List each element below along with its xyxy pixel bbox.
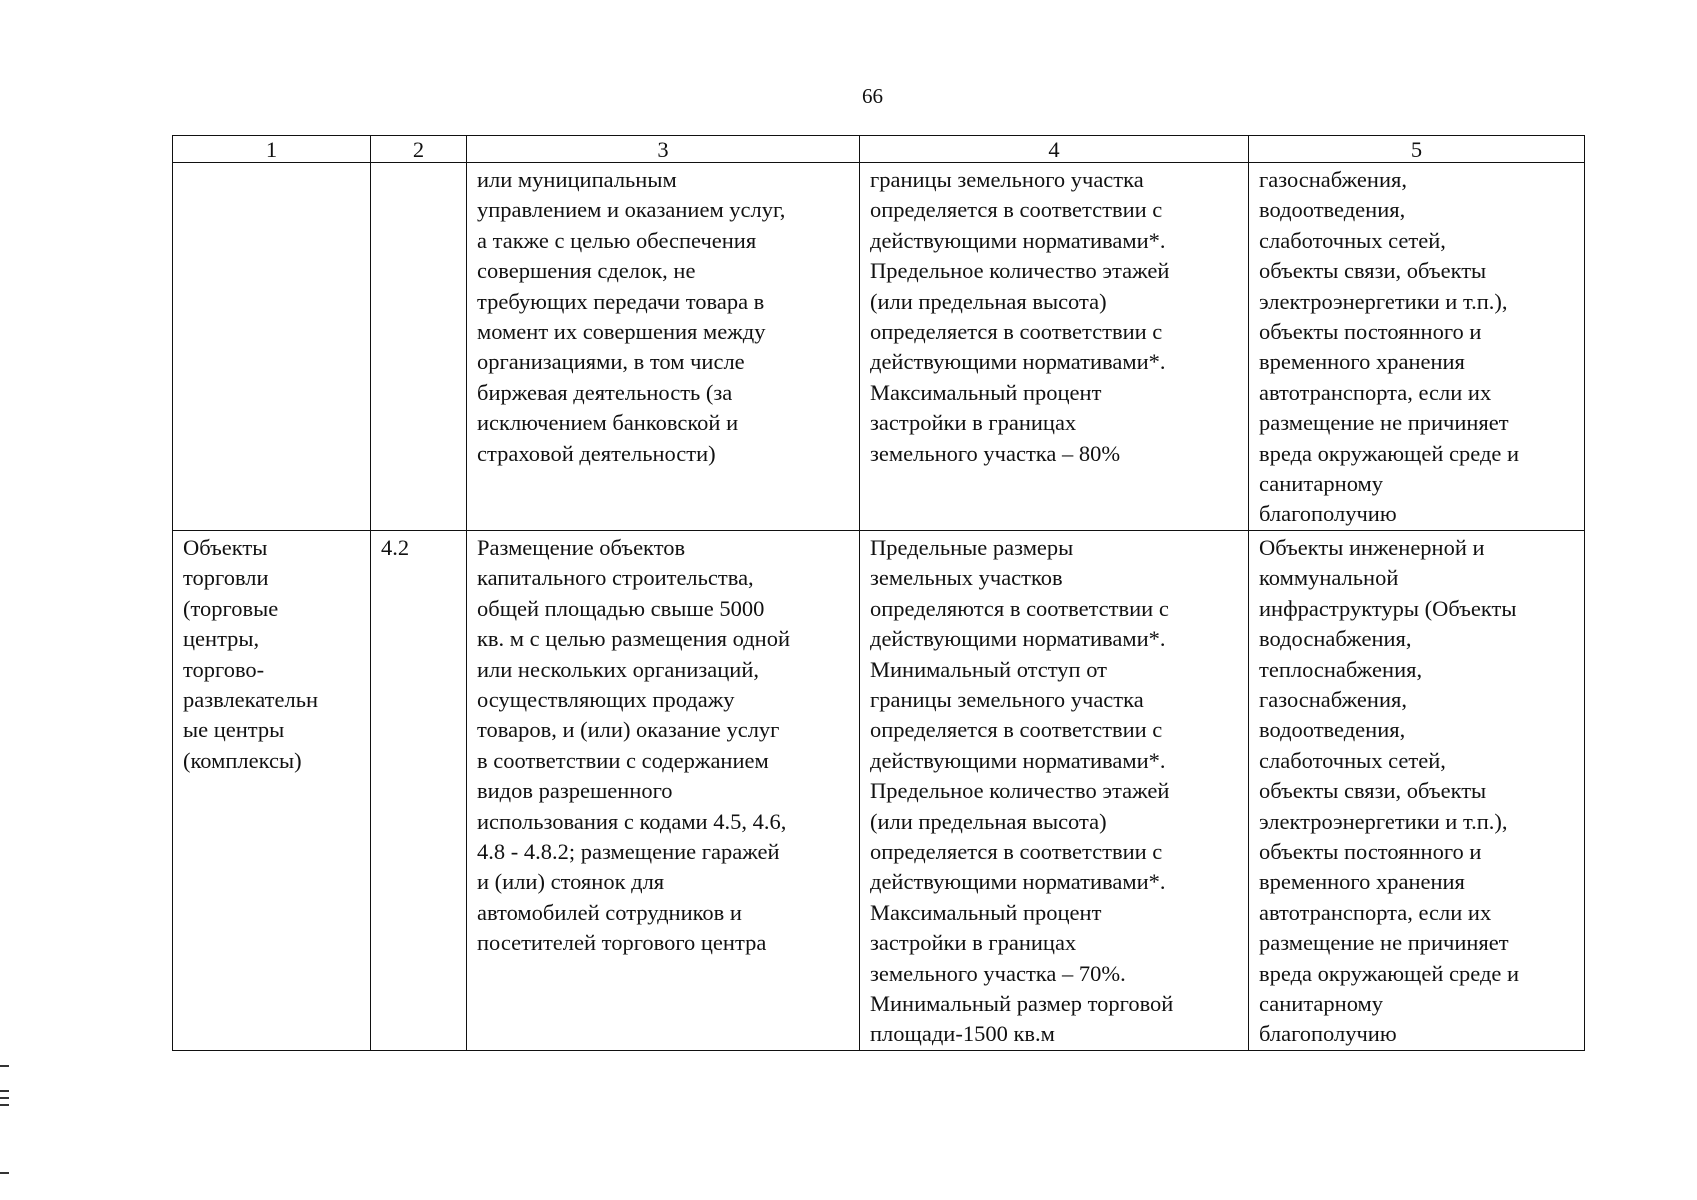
cell-text-line: газоснабжения,: [1259, 167, 1407, 192]
cell-text-line: санитарному: [1259, 471, 1384, 497]
cell-text-line: действующими нормативами*.: [870, 349, 1166, 375]
cell-text-line: границы земельного участка: [870, 167, 1144, 192]
cell-text-line: торговли: [183, 565, 269, 591]
cell-text-line: управлением и оказанием услуг,: [477, 197, 786, 223]
cell-text-line: в соответствии с содержанием: [477, 747, 769, 773]
cell-text-line: земельных участков: [870, 565, 1063, 591]
margin-tick-mark: [0, 1172, 9, 1174]
cell-text-line: определяется в соответствии с: [870, 717, 1163, 743]
cell-text-line: Предельное количество этажей: [870, 778, 1170, 804]
cell-text-line: благополучию: [1259, 501, 1397, 527]
cell-text-line: санитарному: [1259, 990, 1384, 1016]
page-number: 66: [862, 84, 883, 108]
cell-text-line: момент их совершения между: [477, 319, 766, 345]
cell-text-line: водоотведения,: [1259, 717, 1406, 743]
cell-text-line: границы земельного участка: [870, 686, 1144, 712]
cell-text-line: Минимальный отступ от: [870, 656, 1107, 682]
cell-text-line: водоснабжения,: [1259, 626, 1412, 652]
cell-text-line: действующими нормативами*.: [870, 747, 1166, 773]
header-col-4: 4: [860, 136, 1249, 163]
cell-text-line: (или предельная высота): [870, 808, 1107, 834]
row-2-code: [371, 530, 467, 1050]
cell-text-line: центры,: [183, 626, 260, 652]
land-use-table-container: [172, 135, 1584, 1051]
cell-text-line: объекты постоянного и: [1259, 838, 1482, 864]
cell-text-line: слаботочных сетей,: [1259, 747, 1446, 773]
cell-text-line: электроэнергетики и т.п.),: [1259, 808, 1508, 834]
cell-text-line: автотранспорта, если их: [1259, 379, 1492, 405]
table-row: [173, 530, 1585, 1050]
row-1-auxiliary-uses: [1249, 163, 1585, 531]
cell-text-line: общей площадью свыше 5000: [477, 595, 765, 621]
cell-text-line: биржевая деятельность (за: [477, 379, 733, 405]
header-col-1: 1: [173, 136, 371, 163]
cell-text-line: 4.2: [381, 534, 410, 560]
cell-text-line: временного хранения: [1259, 869, 1465, 895]
header-col-5: 5: [1249, 136, 1585, 163]
table-header-row: [173, 136, 1585, 163]
cell-text-line: исключением банковской и: [477, 410, 739, 436]
cell-text-line: определяется в соответствии с: [870, 197, 1163, 223]
table-row: [173, 163, 1585, 531]
cell-text-line: страховой деятельности): [477, 440, 716, 466]
row-2-parameters: [860, 530, 1249, 1050]
cell-text-line: объекты связи, объекты: [1259, 258, 1487, 284]
cell-text-line: автомобилей сотрудников и: [477, 899, 742, 925]
row-1-parameters: [860, 163, 1249, 531]
cell-text-line: посетителей торгового центра: [477, 930, 767, 956]
cell-text-line: кв. м с целью размещения одной: [477, 626, 791, 652]
margin-tick-mark: [0, 1065, 9, 1067]
cell-text-line: временного хранения: [1259, 349, 1465, 375]
cell-text-line: (или предельная высота): [870, 288, 1107, 314]
cell-text-line: размещение не причиняет: [1259, 410, 1509, 436]
cell-text-line: слаботочных сетей,: [1259, 227, 1446, 253]
cell-text-line: капитального строительства,: [477, 565, 754, 591]
header-col-3: 3: [467, 136, 860, 163]
cell-text-line: застройки в границах: [870, 930, 1077, 956]
cell-text-line: объекты постоянного и: [1259, 319, 1482, 345]
cell-text-line: размещение не причиняет: [1259, 930, 1509, 956]
row-2-description: [467, 530, 860, 1050]
cell-text-line: совершения сделок, не: [477, 258, 696, 284]
cell-text-line: (торговые: [183, 595, 279, 621]
cell-text-line: площади-1500 кв.м: [870, 1021, 1055, 1047]
cell-text-line: или нескольких организаций,: [477, 656, 760, 682]
cell-text-line: газоснабжения,: [1259, 686, 1407, 712]
cell-text-line: вреда окружающей среде и: [1259, 440, 1520, 466]
cell-text-line: автотранспорта, если их: [1259, 899, 1492, 925]
cell-text-line: осуществляющих продажу: [477, 686, 735, 712]
cell-text-line: определяется в соответствии с: [870, 319, 1163, 345]
margin-tick-mark: [0, 1097, 9, 1099]
row-2-use-name: [173, 530, 371, 1050]
cell-text-line: Максимальный процент: [870, 899, 1102, 925]
cell-text-line: требующих передачи товара в: [477, 288, 765, 314]
cell-text-line: или муниципальным: [477, 167, 677, 192]
row-1-use-name: [173, 163, 371, 531]
cell-text-line: развлекательн: [183, 686, 319, 712]
cell-text-line: теплоснабжения,: [1259, 656, 1423, 682]
cell-text-line: и (или) стоянок для: [477, 869, 665, 895]
cell-text-line: водоотведения,: [1259, 197, 1406, 223]
cell-text-line: Предельное количество этажей: [870, 258, 1170, 284]
cell-text-line: Размещение объектов: [477, 534, 686, 560]
row-1-code: [371, 163, 467, 531]
cell-text-line: действующими нормативами*.: [870, 869, 1166, 895]
cell-text-line: Предельные размеры: [870, 534, 1074, 560]
cell-text-line: торгово-: [183, 656, 265, 682]
margin-tick-mark: [0, 1104, 9, 1106]
cell-text-line: земельного участка – 70%.: [870, 960, 1126, 986]
header-col-2: 2: [371, 136, 467, 163]
cell-text-line: организациями, в том числе: [477, 349, 745, 375]
cell-text-line: Объекты: [183, 534, 268, 560]
margin-tick-mark: [0, 1090, 9, 1092]
cell-text-line: товаров, и (или) оказание услуг: [477, 717, 780, 743]
cell-text-line: использования с кодами 4.5, 4.6,: [477, 808, 787, 834]
land-use-table: [172, 135, 1585, 1051]
cell-text-line: определяется в соответствии с: [870, 838, 1163, 864]
cell-text-line: определяются в соответствии с: [870, 595, 1169, 621]
cell-text-line: ые центры: [183, 717, 285, 743]
cell-text-line: объекты связи, объекты: [1259, 778, 1487, 804]
row-2-auxiliary-uses: [1249, 530, 1585, 1050]
cell-text-line: коммунальной: [1259, 565, 1399, 591]
cell-text-line: действующими нормативами*.: [870, 626, 1166, 652]
cell-text-line: Объекты инженерной и: [1259, 534, 1485, 560]
cell-text-line: (комплексы): [183, 747, 302, 773]
cell-text-line: действующими нормативами*.: [870, 227, 1166, 253]
cell-text-line: инфраструктуры (Объекты: [1259, 595, 1517, 621]
cell-text-line: благополучию: [1259, 1021, 1397, 1047]
cell-text-line: а также с целью обеспечения: [477, 227, 757, 253]
cell-text-line: 4.8 - 4.8.2; размещение гаражей: [477, 838, 780, 864]
cell-text-line: электроэнергетики и т.п.),: [1259, 288, 1508, 314]
cell-text-line: вреда окружающей среде и: [1259, 960, 1520, 986]
cell-text-line: земельного участка – 80%: [870, 440, 1121, 466]
cell-text-line: Минимальный размер торговой: [870, 990, 1174, 1016]
cell-text-line: Максимальный процент: [870, 379, 1102, 405]
row-1-description: [467, 163, 860, 531]
cell-text-line: видов разрешенного: [477, 778, 673, 804]
cell-text-line: застройки в границах: [870, 410, 1077, 436]
